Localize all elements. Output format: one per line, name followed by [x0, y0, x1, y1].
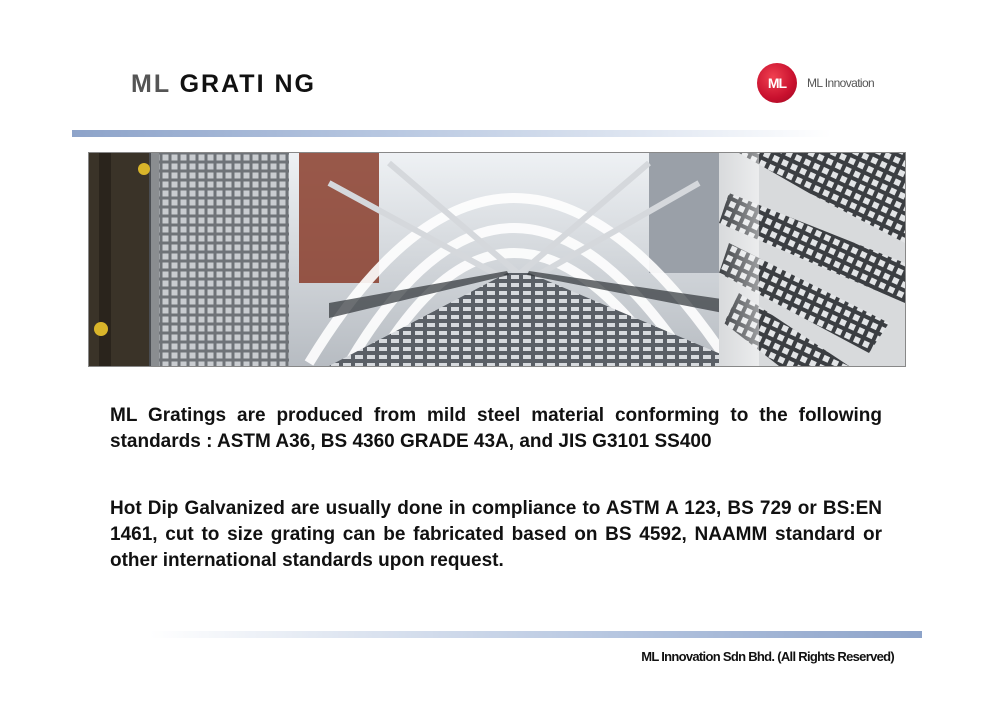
title-main: GRATI NG — [179, 70, 316, 98]
stacked-grating-panels-photo — [719, 153, 905, 366]
footer-divider — [150, 631, 922, 638]
title-prefix: ML — [131, 70, 171, 98]
bridge-tunnel-grating-photo — [289, 153, 749, 366]
company-logo — [756, 62, 916, 104]
footer-copyright: ML Innovation Sdn Bhd. (All Rights Reserved) — [641, 649, 894, 664]
page-title — [131, 70, 316, 99]
header-divider — [72, 130, 832, 137]
banner-image — [88, 152, 906, 367]
standards-paragraph: ML Gratings are produced from mild steel material conforming to the following standards : ASTM A36, BS 4360 GRADE 43A, and JIS G3101 SS400 — [110, 405, 882, 452]
logo-mark: ML — [757, 63, 797, 103]
logo-text: ML Innovation — [807, 76, 875, 90]
galvanizing-paragraph: Hot Dip Galvanized are usually done in compliance to ASTM A 123, BS 729 or BS:EN 1461, cut to size grating can be fabricated based on BS 4592, NAAMM standard or other international standards upon request. — [110, 498, 882, 571]
